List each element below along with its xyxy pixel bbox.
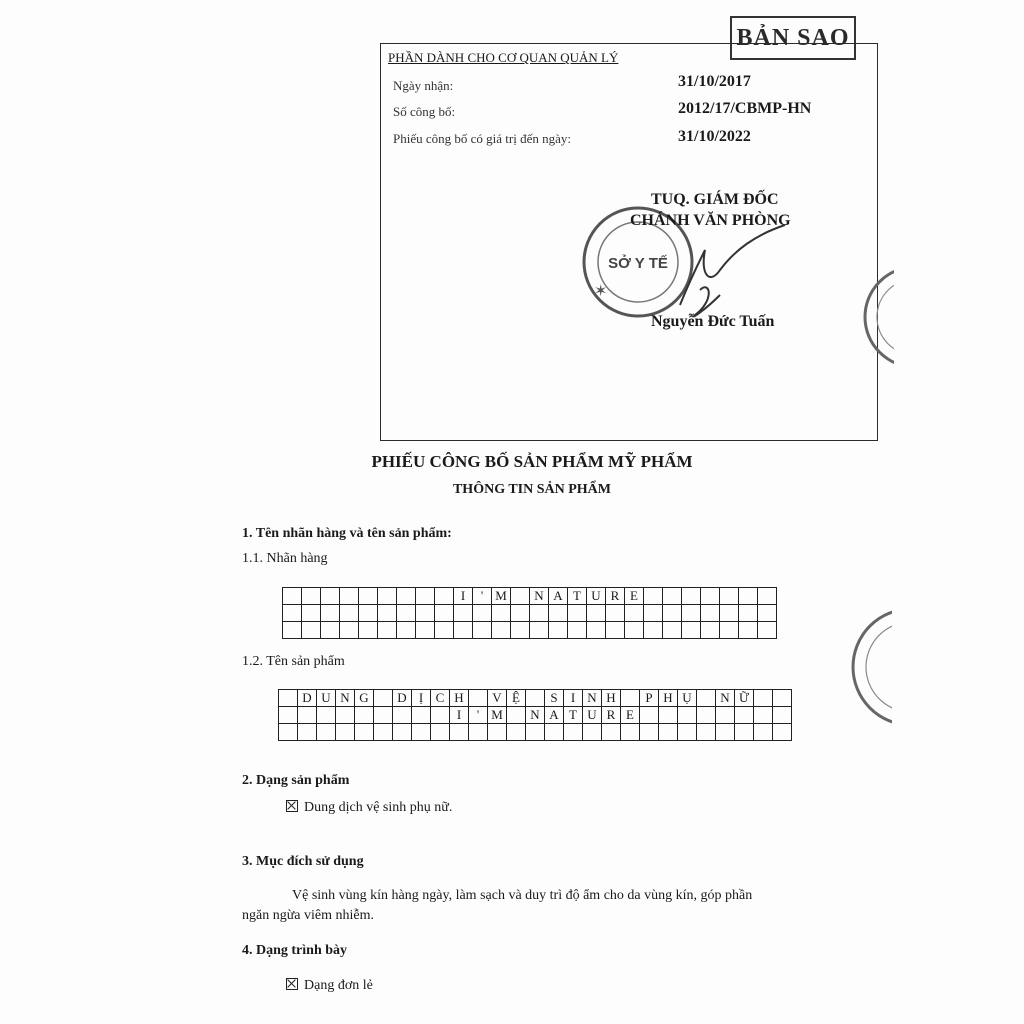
grid-cell: N [716, 690, 735, 707]
grid-cell: H [602, 690, 621, 707]
grid-cell [530, 622, 549, 639]
grid-cell [340, 605, 359, 622]
grid-cell [469, 690, 488, 707]
grid-cell [545, 724, 564, 741]
grid-cell [606, 605, 625, 622]
copy-stamp: BẢN SAO [730, 16, 856, 60]
signature-title-line2: CHÁNH VĂN PHÒNG [630, 212, 791, 229]
svg-text:✶: ✶ [594, 283, 608, 300]
grid-cell [359, 588, 378, 605]
grid-cell: Ụ [678, 690, 697, 707]
grid-cell [397, 588, 416, 605]
grid-cell [568, 605, 587, 622]
grid-cell [682, 605, 701, 622]
grid-cell: V [488, 690, 507, 707]
grid-cell [431, 724, 450, 741]
announcement-number-label: Số công bố: [393, 104, 456, 119]
grid-cell [302, 622, 321, 639]
grid-cell [416, 588, 435, 605]
grid-cell: D [298, 690, 317, 707]
grid-cell [473, 605, 492, 622]
grid-cell [701, 588, 720, 605]
grid-cell [754, 707, 773, 724]
grid-cell [587, 622, 606, 639]
grid-cell [359, 622, 378, 639]
grid-cell [374, 707, 393, 724]
grid-cell [507, 724, 526, 741]
grid-cell [549, 622, 568, 639]
announcement-number-value: 2012/17/CBMP-HN [678, 100, 812, 117]
grid-cell: N [583, 690, 602, 707]
received-date-label: Ngày nhận: [393, 78, 454, 93]
partial-seal-bottom [846, 604, 892, 730]
signer-name: Nguyễn Đức Tuấn [651, 313, 775, 330]
grid-cell: E [625, 588, 644, 605]
grid-cell [393, 724, 412, 741]
grid-cell: Ị [412, 690, 431, 707]
grid-cell [317, 707, 336, 724]
grid-cell: M [488, 707, 507, 724]
grid-cell [374, 690, 393, 707]
valid-until-label: Phiếu công bố có giá trị đến ngày: [393, 131, 571, 146]
grid-cell [602, 724, 621, 741]
grid-cell: H [450, 690, 469, 707]
grid-cell: D [393, 690, 412, 707]
grid-cell: N [530, 588, 549, 605]
product-name-label: 1.2. Tên sản phẩm [242, 654, 345, 669]
grid-cell [720, 588, 739, 605]
grid-cell: T [568, 588, 587, 605]
section2-heading: 2. Dạng sản phẩm [242, 773, 350, 788]
grid-cell [393, 707, 412, 724]
grid-cell [511, 605, 530, 622]
grid-cell [336, 724, 355, 741]
grid-cell [431, 707, 450, 724]
grid-cell [283, 622, 302, 639]
grid-cell: R [606, 588, 625, 605]
grid-cell: N [526, 707, 545, 724]
grid-cell [758, 605, 777, 622]
grid-cell: E [621, 707, 640, 724]
grid-cell [606, 622, 625, 639]
grid-cell [720, 622, 739, 639]
grid-cell [279, 724, 298, 741]
grid-cell [412, 707, 431, 724]
grid-cell [644, 588, 663, 605]
grid-cell [697, 724, 716, 741]
grid-cell [640, 707, 659, 724]
grid-cell [378, 588, 397, 605]
grid-cell [298, 724, 317, 741]
product-form-text: Dung dịch vệ sinh phụ nữ. [304, 800, 453, 815]
product-grid [278, 689, 792, 741]
grid-cell [549, 605, 568, 622]
grid-cell [321, 622, 340, 639]
grid-cell [492, 622, 511, 639]
grid-cell [758, 622, 777, 639]
presentation-text: Dạng đơn lẻ [304, 978, 373, 993]
grid-cell: M [492, 588, 511, 605]
grid-cell [507, 707, 526, 724]
grid-cell: A [545, 707, 564, 724]
grid-cell [682, 622, 701, 639]
grid-cell [697, 707, 716, 724]
grid-cell [454, 622, 473, 639]
grid-cell [583, 724, 602, 741]
grid-cell [701, 622, 720, 639]
grid-cell: U [587, 588, 606, 605]
grid-cell [640, 724, 659, 741]
grid-cell: T [564, 707, 583, 724]
grid-cell [659, 707, 678, 724]
admin-heading: PHẦN DÀNH CHO CƠ QUAN QUẢN LÝ [388, 50, 619, 65]
grid-cell [473, 622, 492, 639]
grid-cell: A [549, 588, 568, 605]
grid-cell: ' [473, 588, 492, 605]
grid-cell [758, 588, 777, 605]
grid-cell [526, 690, 545, 707]
grid-cell [621, 690, 640, 707]
grid-cell [739, 622, 758, 639]
grid-cell [720, 605, 739, 622]
seal-text: SỞ Y TẾ [608, 255, 668, 272]
grid-cell [412, 724, 431, 741]
checked-box-icon [286, 978, 298, 990]
grid-cell [530, 605, 549, 622]
grid-cell [317, 724, 336, 741]
grid-cell [435, 588, 454, 605]
grid-cell [678, 707, 697, 724]
grid-cell [321, 605, 340, 622]
grid-cell [416, 622, 435, 639]
grid-cell [359, 605, 378, 622]
grid-cell [469, 724, 488, 741]
grid-cell [773, 724, 792, 741]
grid-cell [754, 724, 773, 741]
grid-cell [644, 622, 663, 639]
grid-cell [279, 707, 298, 724]
grid-cell [682, 588, 701, 605]
received-date-value: 31/10/2017 [678, 73, 751, 90]
grid-cell [678, 724, 697, 741]
grid-cell [526, 724, 545, 741]
grid-cell [716, 724, 735, 741]
purpose-line2: ngăn ngừa viêm nhiễm. [242, 908, 375, 923]
grid-cell [773, 690, 792, 707]
grid-cell [663, 605, 682, 622]
grid-cell [511, 622, 530, 639]
grid-cell [625, 605, 644, 622]
grid-cell [397, 605, 416, 622]
grid-cell [511, 588, 530, 605]
section4-heading: 4. Dạng trình bày [242, 943, 348, 958]
grid-cell [701, 605, 720, 622]
grid-cell [321, 588, 340, 605]
grid-cell [378, 622, 397, 639]
grid-cell [435, 605, 454, 622]
grid-cell [488, 724, 507, 741]
grid-cell [621, 724, 640, 741]
presentation-option [286, 978, 373, 994]
grid-cell: P [640, 690, 659, 707]
grid-cell: ' [469, 707, 488, 724]
valid-until-value: 31/10/2022 [678, 128, 751, 145]
grid-cell: Ệ [507, 690, 526, 707]
signature-title-line1: TUQ. GIÁM ĐỐC [651, 191, 779, 208]
purpose-line1: Vệ sinh vùng kín hàng ngày, làm sạch và duy trì độ ẩm cho da vùng kín, góp phần [292, 888, 753, 903]
grid-cell [587, 605, 606, 622]
grid-cell [663, 588, 682, 605]
grid-cell: I [450, 707, 469, 724]
grid-cell [716, 707, 735, 724]
grid-cell [739, 588, 758, 605]
grid-cell [454, 605, 473, 622]
grid-cell: N [336, 690, 355, 707]
grid-cell: I [564, 690, 583, 707]
grid-cell [355, 707, 374, 724]
grid-cell [435, 622, 454, 639]
section1-heading: 1. Tên nhãn hàng và tên sản phẩm: [242, 526, 452, 541]
grid-cell [279, 690, 298, 707]
grid-cell: Ữ [735, 690, 754, 707]
partial-seal-top [860, 262, 894, 372]
grid-cell [754, 690, 773, 707]
grid-cell [340, 622, 359, 639]
grid-cell: R [602, 707, 621, 724]
section3-heading: 3. Mục đích sử dụng [242, 854, 364, 869]
grid-cell [568, 622, 587, 639]
brand-label: 1.1. Nhãn hàng [242, 551, 328, 566]
grid-cell [739, 605, 758, 622]
grid-cell [283, 605, 302, 622]
document-subtitle: THÔNG TIN SẢN PHẨM [452, 482, 612, 497]
grid-cell [302, 588, 321, 605]
grid-cell [374, 724, 393, 741]
grid-cell [564, 724, 583, 741]
grid-cell [735, 724, 754, 741]
grid-cell [697, 690, 716, 707]
grid-cell [735, 707, 754, 724]
grid-cell [492, 605, 511, 622]
grid-cell [625, 622, 644, 639]
grid-cell [336, 707, 355, 724]
grid-cell: C [431, 690, 450, 707]
grid-cell [397, 622, 416, 639]
grid-cell [340, 588, 359, 605]
product-form-option [286, 800, 452, 816]
grid-cell [302, 605, 321, 622]
grid-cell [450, 724, 469, 741]
grid-cell: S [545, 690, 564, 707]
grid-cell [416, 605, 435, 622]
brand-grid [282, 587, 777, 639]
grid-cell [663, 622, 682, 639]
grid-cell [298, 707, 317, 724]
grid-cell: G [355, 690, 374, 707]
grid-cell: I [454, 588, 473, 605]
grid-cell: U [583, 707, 602, 724]
grid-cell: U [317, 690, 336, 707]
checked-box-icon [286, 800, 298, 812]
grid-cell [659, 724, 678, 741]
grid-cell [773, 707, 792, 724]
grid-cell [355, 724, 374, 741]
grid-cell [378, 605, 397, 622]
document-title: PHIẾU CÔNG BỐ SẢN PHẨM MỸ PHẨM [371, 452, 693, 471]
grid-cell [644, 605, 663, 622]
grid-cell [283, 588, 302, 605]
grid-cell: H [659, 690, 678, 707]
